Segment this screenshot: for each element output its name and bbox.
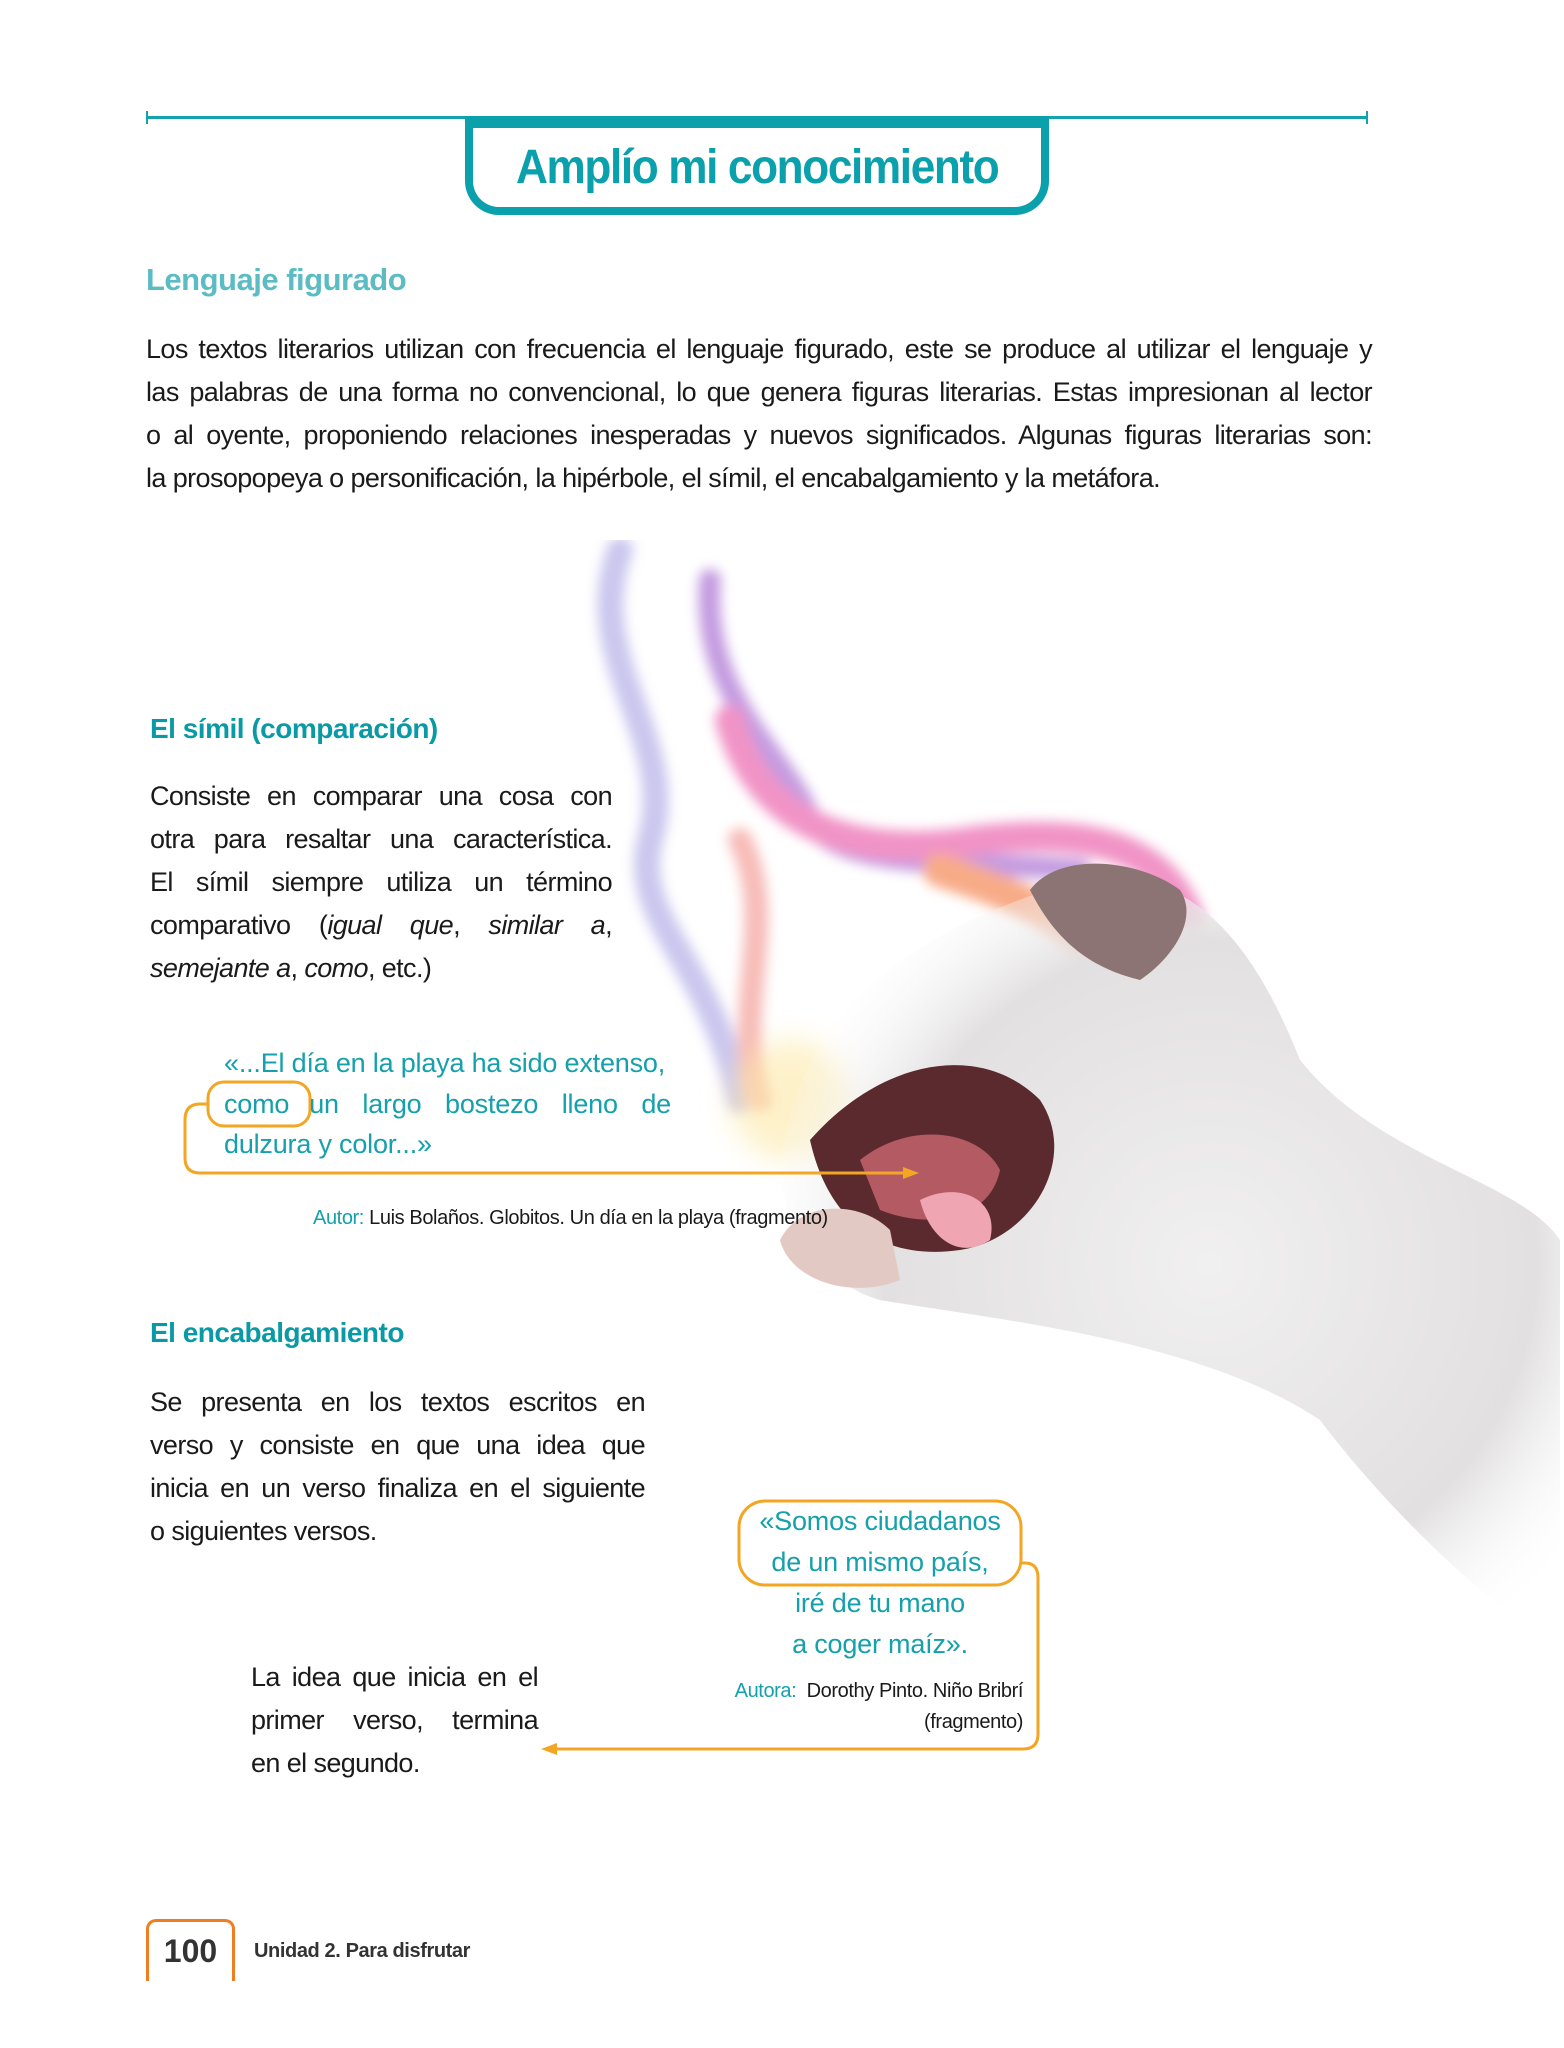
page-number: 100	[146, 1919, 235, 1981]
text-line: verso y consiste en que una idea que	[150, 1430, 645, 1460]
text-line: o al oyente, proponiendo relaciones inesperadas y nuevos significados. Algunas figuras literarias son:	[146, 420, 1372, 450]
text: ,	[453, 910, 489, 940]
quote-line: a coger maíz».	[792, 1629, 968, 1659]
simil-quote	[224, 1043, 671, 1165]
text-line: la prosopopeya o personificación, la hipérbole, el símil, el encabalgamiento y la metáfora.	[146, 463, 1161, 493]
text-line: o siguientes versos.	[150, 1516, 377, 1546]
text-line: El símil siempre utiliza un término	[150, 867, 612, 897]
text-line: Los textos literarios utilizan con frecuencia el lenguaje figurado, este se produce al utilizar el lenguaje y	[146, 334, 1372, 364]
example-term: similar a	[488, 910, 606, 940]
citation-label: Autora:	[734, 1680, 797, 1702]
text-line: en el segundo.	[251, 1748, 420, 1778]
text: un largo bostezo lleno de	[309, 1088, 671, 1119]
quote-line: de un mismo país,	[771, 1547, 989, 1577]
text: comparativo (	[150, 910, 328, 940]
quote-line	[224, 1084, 671, 1125]
quote-line: iré de tu mano	[795, 1588, 965, 1618]
text: , etc.)	[367, 953, 432, 983]
text-line: Se presenta en los textos escritos en	[150, 1387, 645, 1417]
text-line: las palabras de una forma no convencional, lo que genera figuras literarias. Estas impresionan al lector	[146, 377, 1372, 407]
example-term: como	[304, 953, 368, 983]
comparative-highlight: como	[224, 1088, 290, 1119]
encabalgamiento-note	[251, 1656, 538, 1785]
intro-heading: Lenguaje figurado	[146, 262, 407, 297]
simil-heading: El símil (comparación)	[150, 713, 438, 744]
unit-label: Unidad 2. Para disfrutar	[254, 1940, 471, 1962]
encabalgamiento-citation	[720, 1676, 1023, 1738]
citation-label: Autor:	[313, 1207, 364, 1229]
quote-line: «...El día en la playa ha sido extenso,	[224, 1048, 665, 1078]
quote-line: dulzura y color...»	[224, 1129, 432, 1159]
text-line: Consiste en comparar una cosa con	[150, 781, 612, 811]
example-term: igual que	[327, 910, 454, 940]
text-line: primer verso, termina	[251, 1705, 538, 1735]
text-line: inicia en un verso finaliza en el siguiente	[150, 1473, 645, 1503]
citation-text: Luis Bolaños. Globitos. Un día en la playa (fragmento)	[369, 1207, 828, 1229]
encabalgamiento-paragraph	[150, 1381, 645, 1553]
simil-citation	[313, 1207, 828, 1230]
text-line: La idea que inicia en el	[251, 1662, 538, 1692]
encabalgamiento-heading: El encabalgamiento	[150, 1317, 404, 1348]
example-term: semejante a	[150, 953, 291, 983]
encabalgamiento-quote	[739, 1501, 1021, 1665]
quote-line: «Somos ciudadanos	[759, 1506, 1001, 1536]
text: ,	[605, 910, 612, 940]
citation-text: (fragmento)	[924, 1711, 1023, 1733]
page-title: Amplío mi conocimiento	[515, 141, 999, 194]
text-line: otra para resaltar una característica.	[150, 824, 612, 854]
citation-text: Dorothy Pinto. Niño Bribrí	[806, 1680, 1023, 1702]
text: ,	[290, 953, 305, 983]
